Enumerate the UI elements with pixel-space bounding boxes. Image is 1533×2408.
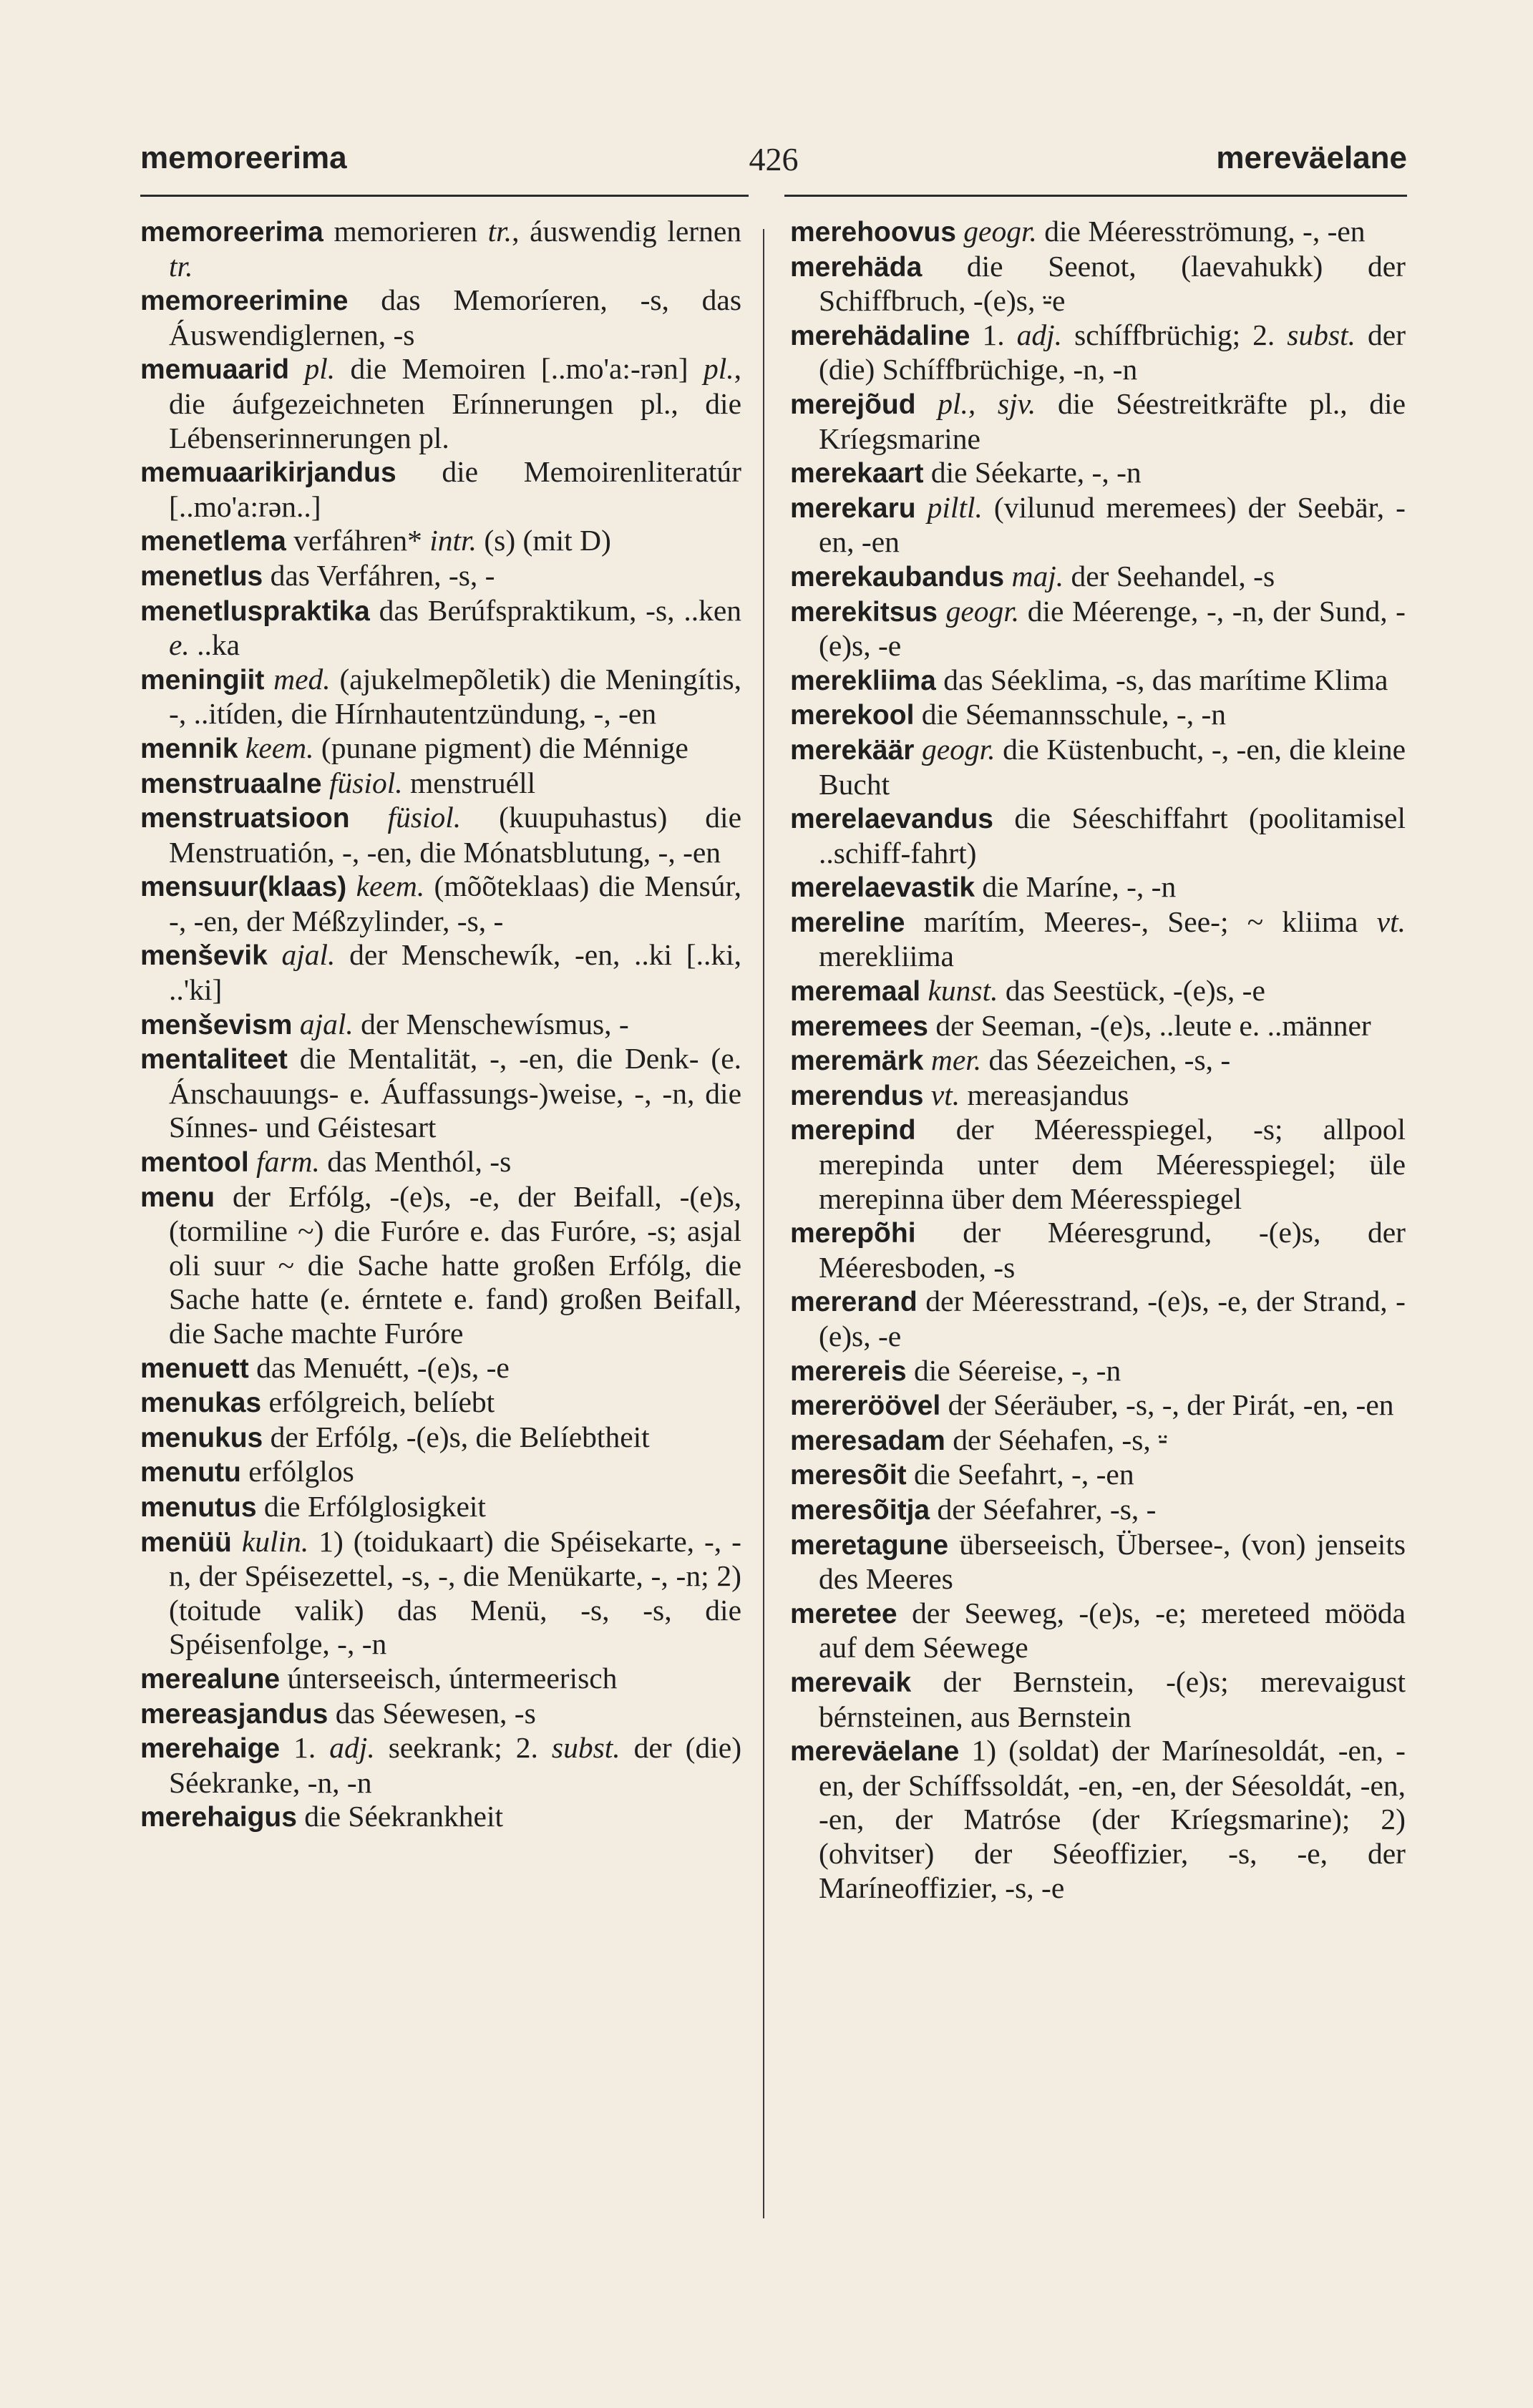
entry-label: farm. — [256, 1145, 320, 1179]
entry-translation: der Menschewísmus, - — [353, 1007, 629, 1040]
entry-headword: meremees — [790, 1010, 928, 1042]
entry-label: intr. — [429, 524, 477, 557]
dictionary-entry — [140, 1180, 741, 1351]
entry-translation: das Seestück, -(e)s, -e — [998, 974, 1265, 1008]
entry-label: keem. — [356, 869, 425, 903]
entry-headword: merevaik — [790, 1667, 912, 1698]
entry-headword: merekliima — [790, 665, 936, 696]
entry-definition: die Erfólglosigkeit — [263, 1489, 486, 1523]
dictionary-entry — [140, 1697, 741, 1732]
entry-label: tr. — [169, 249, 193, 283]
entry-definition: überseeisch, Übersee-, (von) jenseits des Meeres — [819, 1527, 1406, 1596]
entry-definition: das Verfáhren, -s, - — [270, 558, 495, 592]
dictionary-entry — [790, 1216, 1406, 1285]
entry-headword: merereis — [790, 1355, 907, 1387]
entry-headword: meretagune — [790, 1529, 949, 1561]
entry-headword: merekaart — [790, 458, 924, 489]
header-rule-right — [784, 195, 1407, 197]
entry-definition: marítím, Meeres-, See-; ~ kliima — [923, 905, 1358, 938]
left-column — [140, 215, 741, 1835]
dictionary-entry — [790, 1734, 1406, 1905]
entry-definition: der Seeman, -(e)s, ..leute e. ..männer — [935, 1008, 1371, 1042]
dictionary-entry — [140, 455, 741, 524]
entry-headword: mentool — [140, 1147, 249, 1179]
entry-headword: meresadam — [790, 1425, 945, 1456]
entry-headword: memoreerimine — [140, 286, 349, 317]
entry-headword: menukas — [140, 1388, 262, 1419]
dictionary-entry — [790, 595, 1406, 663]
entry-translation: das Séezeichen, -s, - — [981, 1043, 1231, 1077]
entry-label: pl. — [703, 352, 734, 386]
entry-translation: die Méeresströmung, -, -en — [1036, 215, 1366, 248]
entry-definition: 1. — [982, 318, 1005, 351]
entry-definition: die Séemannsschule, -, -n — [921, 698, 1227, 731]
dictionary-entry — [140, 524, 741, 559]
entry-definition: die Séekrankheit — [304, 1800, 504, 1833]
entry-translation: die Séestreitkräfte pl., die Kríegsmarine — [819, 386, 1406, 455]
dictionary-entry — [790, 560, 1406, 595]
entry-label: keem. — [245, 731, 314, 764]
entry-translation: seekrank; 2. — [374, 1731, 538, 1765]
entry-headword: merelaevastik — [790, 872, 975, 904]
dictionary-entry — [140, 215, 741, 283]
entry-definition: das Berúfspraktikum, -s, ..ken — [379, 593, 741, 627]
entry-translation: mereasjandus — [960, 1078, 1129, 1111]
dictionary-entry — [790, 733, 1406, 801]
dictionary-entry — [790, 1493, 1406, 1528]
dictionary-entry — [140, 1385, 741, 1420]
entry-definition: verfáhren* — [293, 524, 422, 557]
entry-label: mer. — [930, 1043, 982, 1077]
dictionary-entry — [790, 1009, 1406, 1044]
entry-label: adj. — [329, 1731, 375, 1765]
entry-headword: merehaigus — [140, 1802, 297, 1833]
dictionary-entry — [790, 1423, 1406, 1458]
header-left-guideword: memoreerima — [140, 140, 347, 175]
entry-label: geogr. — [945, 594, 1020, 628]
entry-definition: únterseeisch, úntermeerisch — [287, 1661, 618, 1695]
dictionary-entry — [140, 559, 741, 594]
entry-headword: memuaarid — [140, 354, 290, 386]
entry-headword: meresõitja — [790, 1494, 930, 1526]
dictionary-entry — [140, 1662, 741, 1697]
entry-headword: menüü — [140, 1526, 232, 1558]
entry-definition: das Séeklima, -s, das marítime Klima — [943, 663, 1388, 696]
entry-label: füsiol. — [387, 801, 462, 834]
dictionary-entry — [140, 1351, 741, 1386]
dictionary-entry — [140, 1525, 741, 1662]
entry-headword: merehoovus — [790, 217, 956, 248]
entry-label: piltl. — [927, 490, 983, 524]
entry-headword: meremärk — [790, 1045, 924, 1077]
dictionary-entry — [790, 1078, 1406, 1113]
page-number: 426 — [749, 141, 799, 177]
entry-headword: merepind — [790, 1115, 916, 1146]
entry-definition: die Memoirenliteratúr [..mo'a:rən..] — [169, 455, 742, 523]
entry-headword: mererand — [790, 1287, 918, 1318]
entry-translation: , áuswendig lernen — [512, 215, 742, 248]
dictionary-entry — [790, 387, 1406, 456]
entry-headword: merendus — [790, 1080, 924, 1111]
entry-definition: die Séeschiffahrt (poolitamisel ..schiff-fahrt) — [819, 801, 1406, 869]
entry-headword: meningiit — [140, 664, 265, 696]
dictionary-entry — [790, 1665, 1406, 1734]
entry-label: geogr. — [963, 215, 1037, 248]
entry-headword: merekitsus — [790, 596, 938, 628]
dictionary-entry — [790, 905, 1406, 974]
entry-translation: (kuupuhastus) die Menstruatión, -, -en, die Mónatsblutung, -, -en — [169, 801, 742, 869]
entry-translation: (ajukelmepõletik) die Meningítis, -, ..itíden, die Hírnhautentzündung, -, -en — [169, 662, 741, 731]
entry-label: pl., sjv. — [938, 386, 1036, 420]
dictionary-entry — [790, 1597, 1406, 1665]
entry-headword: merehäda — [790, 251, 923, 283]
dictionary-entry — [140, 352, 741, 455]
entry-definition: erfólgreich, belíebt — [268, 1385, 495, 1419]
entry-headword: merekäär — [790, 734, 915, 766]
dictionary-entry — [140, 731, 741, 766]
entry-label: e. — [169, 628, 190, 662]
entry-definition: das Séewesen, -s — [335, 1696, 536, 1730]
dictionary-entry — [790, 1528, 1406, 1597]
entry-definition: der Séeräuber, -s, -, der Pirát, -en, -en — [948, 1388, 1394, 1422]
entry-translation: die Memoiren [..mo'a:-rən] — [335, 352, 688, 386]
column-divider — [763, 229, 764, 2218]
entry-headword: merealune — [140, 1663, 281, 1695]
entry-headword: menetlema — [140, 526, 286, 557]
entry-translation: der (die) Séekranke, -n, -n — [169, 1731, 742, 1799]
entry-translation: , die áufgezeichneten Erínnerungen pl., die Lébenserinnerungen pl. — [169, 352, 742, 454]
entry-translation: der Menschewík, -en, ..ki [..ki, ..'ki] — [169, 938, 741, 1007]
entry-label: tr. — [487, 215, 512, 248]
entry-translation: das Menthól, -s — [319, 1145, 512, 1179]
entry-headword: menstruaalne — [140, 768, 322, 799]
dictionary-entry — [140, 1008, 741, 1043]
entry-headword: meresõit — [790, 1460, 907, 1491]
entry-definition: die Mentalität, -, -en, die Denk- (e. Ánschauungs- e. Áuffassungs-)weise, -, -n, die Sínnes- und Géistesart — [169, 1042, 742, 1144]
entry-label: med. — [273, 662, 331, 696]
dictionary-entry — [790, 698, 1406, 733]
dictionary-entry — [790, 491, 1406, 560]
entry-translation: merekliima — [819, 940, 954, 973]
entry-label: kulin. — [241, 1524, 309, 1558]
entry-headword: merepõhi — [790, 1218, 916, 1249]
entry-label: ajal. — [299, 1007, 354, 1040]
entry-headword: merehädaline — [790, 320, 970, 351]
dictionary-entry — [140, 766, 741, 801]
dictionary-entry — [790, 1043, 1406, 1078]
entry-definition: der Séehafen, -s, ⸚ — [953, 1423, 1168, 1456]
entry-headword: merehaige — [140, 1733, 281, 1765]
entry-headword: meretee — [790, 1598, 897, 1629]
entry-definition: der Seeweg, -(e)s, -e; meretееd mööda auf dem Séewege — [819, 1596, 1406, 1664]
entry-definition: die Séekarte, -, -n — [930, 456, 1142, 489]
dictionary-entry — [790, 663, 1406, 698]
entry-headword: memuaarikirjandus — [140, 457, 396, 489]
dictionary-entry — [140, 1490, 741, 1525]
entry-headword: mennik — [140, 733, 238, 764]
entry-definition: der Méeresstrand, -(e)s, -e, der Strand, -(e)s, -e — [819, 1285, 1406, 1352]
entry-label: kunst. — [928, 974, 998, 1008]
entry-translation: (mõõteklaas) die Mensúr, -, -en, der Méßzylinder, -s, - — [169, 869, 742, 937]
entry-label: subst. — [1287, 318, 1356, 351]
entry-translation: (punane pigment) die Ménnige — [313, 731, 688, 764]
entry-translation: die Küstenbucht, -, -en, die kleine Bucht — [819, 732, 1406, 801]
entry-definition: erfólglos — [248, 1455, 354, 1488]
dictionary-entry — [790, 870, 1406, 905]
entry-translation: (vilunud meremees) der Seebär, -en, -en — [819, 490, 1406, 559]
dictionary-entry — [790, 318, 1406, 387]
entry-definition: die Seenot, (laevahukk) der Schiffbruch, -(e)s, ⸚e — [819, 249, 1406, 318]
dictionary-entry — [140, 663, 741, 731]
entry-translation: (s) (mit D) — [476, 524, 611, 557]
dictionary-entry — [140, 1145, 741, 1180]
entry-headword: menetluspraktika — [140, 595, 370, 627]
dictionary-entry — [790, 974, 1406, 1009]
entry-headword: menševik — [140, 940, 268, 972]
dictionary-entry — [790, 801, 1406, 870]
entry-definition: die Séereise, -, -n — [914, 1353, 1121, 1387]
entry-definition: die Seefahrt, -, -en — [913, 1458, 1134, 1491]
entry-label: adj. — [1016, 318, 1063, 351]
entry-headword: menukus — [140, 1422, 263, 1453]
entry-definition: der Méeresspiegel, -s; allpool merepinda unter dem Méeresspiegel; üle merepinna über dem Méeresspiegel — [819, 1113, 1406, 1215]
entry-translation: ..ka — [189, 628, 240, 662]
dictionary-entry — [140, 801, 741, 869]
dictionary-entry — [790, 456, 1406, 491]
entry-translation: der Seehandel, -s — [1064, 559, 1275, 593]
entry-label: füsiol. — [328, 766, 403, 799]
entry-definition: 1. — [293, 1731, 316, 1765]
entry-definition: memorieren — [334, 215, 477, 248]
entry-label: pl. — [304, 352, 336, 386]
entry-label: subst. — [551, 1731, 620, 1765]
entry-headword: menstruatsioon — [140, 803, 350, 834]
entry-headword: menutu — [140, 1457, 241, 1488]
dictionary-entry — [790, 1285, 1406, 1353]
entry-headword: mereröövel — [790, 1390, 941, 1422]
dictionary-entry — [140, 594, 741, 663]
entry-headword: mereväelane — [790, 1736, 960, 1768]
entry-headword: menu — [140, 1181, 215, 1213]
entry-translation: schíffbrüchig; 2. — [1062, 318, 1275, 351]
entry-translation: menstruéll — [402, 766, 536, 799]
entry-definition: der Erfólg, -(e)s, die Belíebtheit — [270, 1420, 650, 1453]
entry-label: vt. — [1376, 905, 1406, 938]
entry-label: ajal. — [281, 938, 336, 972]
entry-headword: meremaal — [790, 976, 921, 1008]
dictionary-entry — [790, 1354, 1406, 1389]
dictionary-entry — [790, 250, 1406, 318]
entry-translation: die Méerenge, -, -n, der Sund, -(e)s, -e — [819, 594, 1406, 663]
dictionary-entry — [790, 1458, 1406, 1493]
dictionary-entry — [140, 938, 741, 1007]
entry-translation: 1) (toidukaart) die Spéisekarte, -, -n, der Spéisezettel, -s, -, die Menükarte, -, -n; 2) (toitude valik) das Menü, -s, -s, die Spéisenfolge, -, -n — [169, 1524, 742, 1661]
entry-headword: menševism — [140, 1009, 293, 1040]
dictionary-entry — [140, 1800, 741, 1835]
entry-definition: der Méeresgrund, -(e)s, der Méeresboden, -s — [819, 1216, 1406, 1284]
entry-headword: merejõud — [790, 389, 916, 420]
entry-definition: die Maríne, -, -n — [982, 870, 1177, 904]
entry-headword: merekool — [790, 700, 915, 731]
entry-label: geogr. — [921, 732, 996, 766]
header-right-guideword: mereväelane — [1216, 140, 1407, 175]
dictionary-entry — [140, 1042, 741, 1145]
dictionary-entry — [140, 1455, 741, 1490]
dictionary-entry — [140, 1420, 741, 1456]
entry-headword: menutus — [140, 1491, 257, 1523]
entry-definition: der Séefahrer, -s, - — [937, 1492, 1157, 1526]
entry-translation: der (die) Schíffbrüchige, -n, -n — [819, 318, 1406, 386]
entry-definition: der Erfólg, -(e)s, -e, der Beifall, -(e)s, (tormiline ~) die Furóre e. das Furóre, -s; asjal oli suur ~ die Sache hatte großen Erfólg, die Sache hatte (e. érntete e. fand) großen Beifall, die Sache machte Furóre — [169, 1179, 741, 1350]
entry-headword: merekaru — [790, 492, 916, 524]
entry-definition: der Bernstein, -(e)s; merevaigust bérnsteinen, aus Bernstein — [819, 1664, 1406, 1733]
dictionary-entry — [140, 283, 741, 352]
entry-headword: menuett — [140, 1352, 249, 1384]
header-rule-left — [140, 195, 749, 197]
entry-headword: mensuur(klaas) — [140, 872, 347, 903]
entry-definition: das Menuétt, -(e)s, -e — [256, 1350, 510, 1384]
dictionary-entry — [140, 869, 741, 938]
entry-headword: merelaevandus — [790, 804, 993, 835]
entry-headword: mereline — [790, 907, 905, 938]
dictionary-entry — [790, 1113, 1406, 1216]
entry-headword: mentaliteet — [140, 1044, 288, 1076]
right-column — [790, 215, 1406, 1905]
entry-label: vt. — [930, 1078, 960, 1111]
entry-definition: 1) (soldat) der Marínesoldát, -en, -en, der Schíffssoldát, -en, -en, der Séesoldát, -en, -en, der Matróse (der Kríegsmarine); 2) (ohvitser) der Séeoffizier, -s, -e, der Maríneoffizier, -s, -e — [819, 1734, 1406, 1904]
entry-headword: memoreerima — [140, 217, 323, 248]
entry-label: maj. — [1011, 559, 1064, 593]
dictionary-entry — [790, 1388, 1406, 1423]
dictionary-entry — [790, 215, 1406, 250]
page-header — [140, 140, 1407, 190]
entry-headword: mereasjandus — [140, 1698, 328, 1730]
entry-headword: merekaubandus — [790, 561, 1005, 593]
dictionary-entry — [140, 1731, 741, 1800]
entry-definition: das Memoríeren, -s, das Áuswendiglernen, -s — [169, 283, 741, 351]
entry-headword: menetlus — [140, 560, 263, 592]
